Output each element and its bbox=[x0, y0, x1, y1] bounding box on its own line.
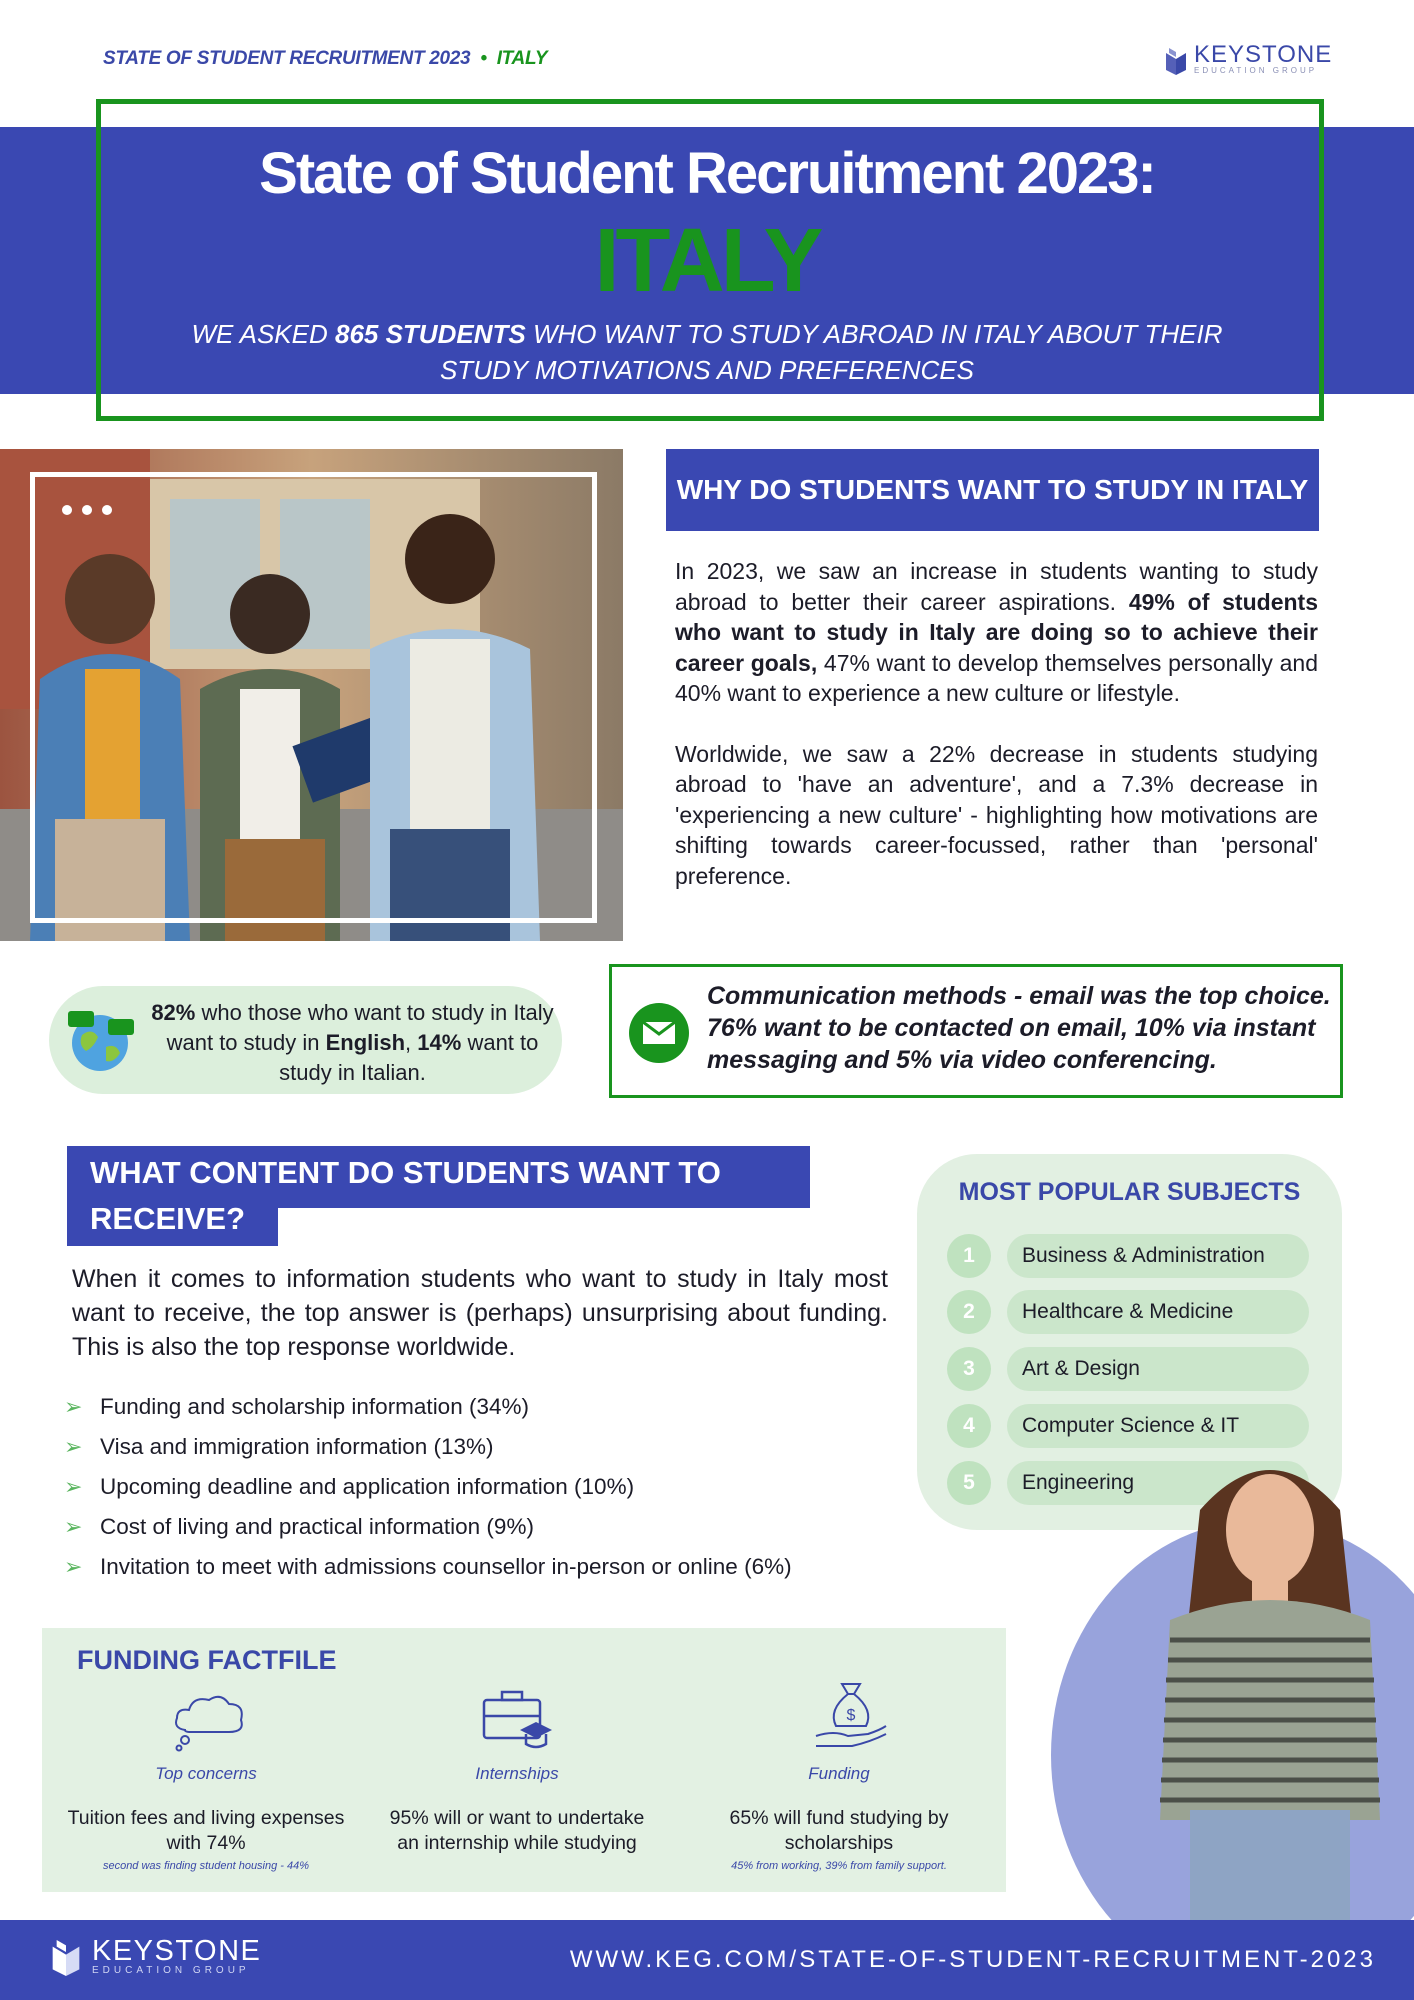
content-heading: WHAT CONTENT DO STUDENTS WANT TO RECEIVE? bbox=[90, 1155, 721, 1236]
italian-pct: 14% bbox=[417, 1030, 462, 1055]
footer-logo[interactable] bbox=[52, 1936, 261, 1976]
english-label: English bbox=[325, 1030, 406, 1055]
subject-row bbox=[947, 1289, 1309, 1335]
report-kicker bbox=[103, 48, 547, 70]
fact-main: 95% will or want to undertake an internship while studying bbox=[389, 1807, 645, 1854]
subject-name: Healthcare & Medicine bbox=[1007, 1290, 1309, 1334]
arrow-icon: ➢ bbox=[64, 1394, 83, 1419]
communication-text: Communication methods - email was the top choice. 76% want to be contacted on email, 10% via instant messaging and 5% via video conferencing. bbox=[707, 982, 1331, 1074]
subject-name: Engineering bbox=[1007, 1461, 1309, 1505]
fact-note: 45% from working, 39% from family support. bbox=[731, 1860, 947, 1872]
fact-label: Funding bbox=[808, 1764, 870, 1783]
subject-rank: 1 bbox=[947, 1234, 991, 1278]
kicker-dot-icon: • bbox=[480, 48, 487, 69]
list-item: ➢ Invitation to meet with admissions counsellor in-person or online (6%) bbox=[64, 1554, 792, 1579]
subject-name: Business & Administration bbox=[1007, 1234, 1309, 1278]
photo-dots-icon bbox=[62, 505, 112, 515]
fact-column-internships bbox=[377, 1764, 657, 1856]
list-item: ➢ Upcoming deadline and application information (10%) bbox=[64, 1474, 635, 1499]
subject-row bbox=[947, 1346, 1309, 1392]
language-stat: 82% who those who want to study in Italy want to study in English, 14% want to study in Italian. bbox=[151, 1000, 554, 1085]
logo-name: KEYSTONE bbox=[1194, 41, 1333, 68]
fact-main: Tuition fees and living expenses with 74% bbox=[67, 1807, 345, 1854]
subject-rank: 2 bbox=[947, 1290, 991, 1334]
why-paragraph-2: Worldwide, we saw a 22% decrease in students studying abroad to 'have an adventure', and a 7.3% decrease in 'experiencing a new culture' - highlighting how motivations are shifting towards career-focussed, rather than 'personal' preference. bbox=[675, 740, 1318, 889]
subject-rank: 5 bbox=[947, 1461, 991, 1505]
photo-frame bbox=[30, 472, 597, 923]
money-bag-hand-icon bbox=[814, 1680, 888, 1752]
subject-name: Art & Design bbox=[1007, 1347, 1309, 1391]
content-body: When it comes to information students who want to study in Italy most want to receive, the top answer is (perhaps) unsurprising about funding. This is also the top response worldwide. bbox=[72, 1265, 888, 1361]
fact-column-concerns bbox=[66, 1764, 346, 1872]
briefcase-graduation-icon bbox=[480, 1686, 554, 1750]
english-pct: 82% bbox=[151, 1000, 196, 1025]
arrow-icon: ➢ bbox=[64, 1474, 83, 1499]
student-count: 865 STUDENTS bbox=[334, 319, 526, 349]
arrow-icon: ➢ bbox=[64, 1434, 83, 1459]
hero-country: ITALY bbox=[594, 211, 820, 311]
fact-main: 65% will fund studying by scholarships bbox=[729, 1807, 949, 1854]
hero-title: State of Student Recruitment 2023: bbox=[259, 141, 1155, 206]
thought-cloud-icon bbox=[171, 1692, 247, 1752]
fact-label: Internships bbox=[475, 1764, 559, 1783]
list-item: ➢ Funding and scholarship information (34%) bbox=[64, 1394, 529, 1419]
list-item: ➢ Cost of living and practical information (9%) bbox=[64, 1514, 534, 1539]
footer-logo-name: KEYSTONE bbox=[92, 1934, 262, 1967]
fact-note: second was finding student housing - 44% bbox=[102, 1860, 310, 1872]
why-paragraph-1: In 2023, we saw an increase in students wanting to study abroad to better their career aspirations. 49% of students who want to study in Italy are doing so to achieve their career goals, 47% want to develop themselves personally and 40% want to experience a new culture or lifestyle. bbox=[675, 558, 1318, 706]
list-item: ➢ Visa and immigration information (13%) bbox=[64, 1434, 494, 1459]
arrow-icon: ➢ bbox=[64, 1514, 83, 1539]
subject-row bbox=[947, 1233, 1309, 1279]
hero-subtitle: WE ASKED 865 STUDENTS WHO WANT TO STUDY ABROAD IN ITALY ABOUT THEIR STUDY MOTIVATIONS AND PREFERENCES bbox=[191, 319, 1223, 385]
subject-name: Computer Science & IT bbox=[1007, 1404, 1309, 1448]
footer-url-link[interactable]: WWW.KEG.COM/STATE-OF-STUDENT-RECRUITMENT-2023 bbox=[569, 1946, 1376, 1973]
keystone-logo-icon bbox=[52, 1936, 80, 1976]
subjects-title: MOST POPULAR SUBJECTS bbox=[958, 1178, 1301, 1206]
subject-rank: 4 bbox=[947, 1404, 991, 1448]
envelope-icon bbox=[629, 1003, 689, 1063]
arrow-icon: ➢ bbox=[64, 1554, 83, 1579]
fact-column-funding bbox=[699, 1764, 979, 1872]
woman-photo bbox=[1130, 1440, 1410, 1920]
kicker-country: ITALY bbox=[496, 48, 548, 69]
kicker-title: STATE OF STUDENT RECRUITMENT 2023 bbox=[103, 48, 471, 69]
fact-label: Top concerns bbox=[155, 1764, 257, 1783]
globe-chat-icon bbox=[68, 1007, 136, 1073]
why-heading: WHY DO STUDENTS WANT TO STUDY IN ITALY bbox=[666, 449, 1319, 531]
footer-logo-sub: EDUCATION GROUP bbox=[92, 1964, 250, 1976]
subject-rank: 3 bbox=[947, 1347, 991, 1391]
keystone-logo-icon bbox=[1166, 45, 1186, 75]
keystone-logo[interactable] bbox=[1166, 41, 1333, 75]
logo-sub: EDUCATION GROUP bbox=[1194, 66, 1318, 75]
why-body bbox=[675, 556, 1318, 921]
svg-text:$: $ bbox=[846, 1707, 856, 1724]
content-list bbox=[64, 1387, 884, 1587]
factfile-title: FUNDING FACTFILE bbox=[77, 1645, 337, 1675]
why-highlight: 49% of students who want to study in Italy are doing so to achieve their career goals, bbox=[675, 588, 1318, 676]
